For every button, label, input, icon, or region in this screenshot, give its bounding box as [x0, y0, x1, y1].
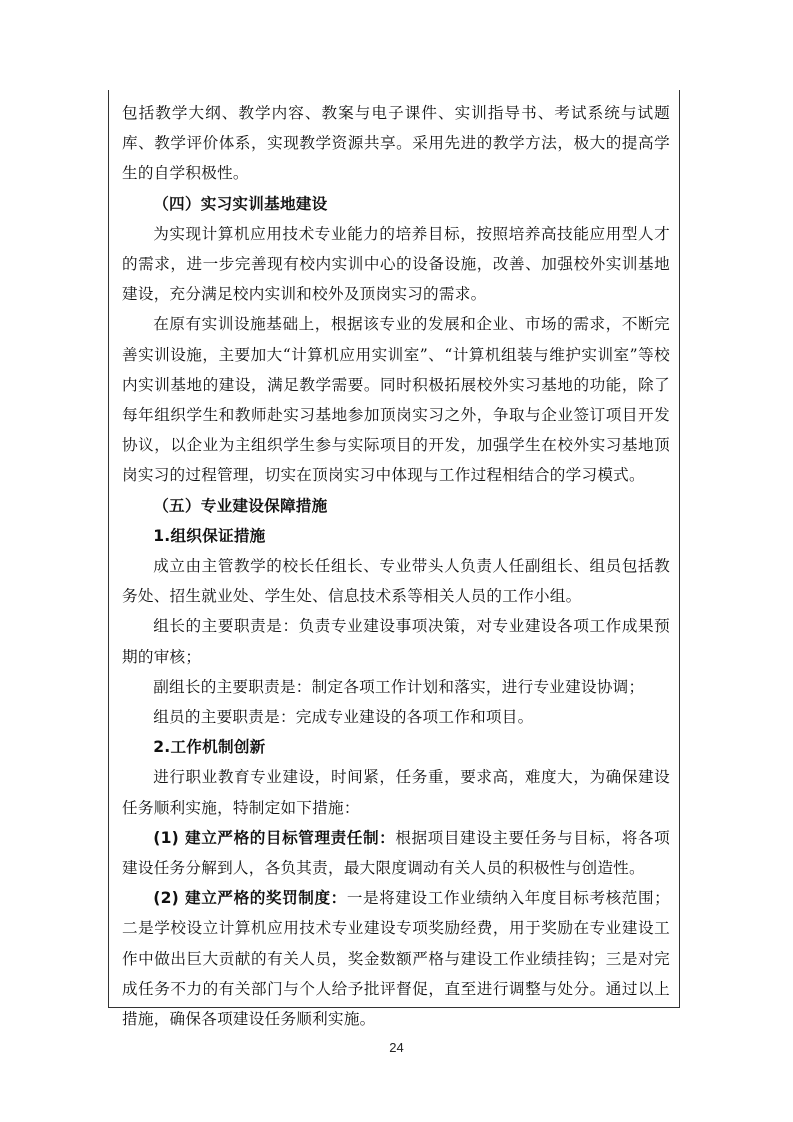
- paragraph-training-goal: 为实现计算机应用技术专业能力的培养目标，按照培养高技能应用型人才的需求，进一步完善现有校内实训中心的设备设施，改善、加强校外实训基地建设，充分满足校内实训和校外及顶岗实习的需求。: [122, 224, 670, 304]
- paragraph-leader-duties: 组长的主要职责是：负责专业建设事项决策，对专业建设各项工作成果预期的审核；: [122, 617, 670, 666]
- paragraph-working-group: 成立由主管教学的校长任组长、专业带头人负责人任副组长、组员包括教务处、招生就业处、学生处、信息技术系等相关人员的工作小组。: [122, 557, 670, 606]
- subheading-mechanism: 2.工作机制创新: [153, 738, 266, 757]
- list-item-rewards: [122, 883, 670, 1034]
- paragraph-training-facilities: 在原有实训设施基础上，根据该专业的发展和企业、市场的需求，不断完善实训设施，主要加大“计算机应用实训室”、“计算机组装与维护实训室”等校内实训基地的建设，满足教学需要。同时积极拓展校外实习基地的功能，除了每年组织学生和教师赴实习基地参加顶岗实习之外，争取与企业签订项目开发协议，以企业为主组织学生参与实际项目的开发，加强学生在校外实习基地顶岗实习的过程管理，切实在顶岗实习中体现与工作过程相结合的学习模式。: [122, 315, 670, 485]
- document-body: [122, 98, 670, 1034]
- page-number: 24: [389, 1040, 404, 1055]
- paragraph-deputy-duties: 副组长的主要职责是：制定各项工作计划和落实，进行专业建设协调；: [153, 677, 645, 696]
- list-item-text: 一是将建设工作业绩纳入年度目标考核范围；二是学校设立计算机应用技术专业建设专项奖励经费，用于奖励在专业建设工作中做出巨大贡献的有关人员，奖金数额严格与建设工作业绩挂钩；三是对完成任务不力的有关部门与个人给予批评督促，直至进行调整与处分。通过以上措施，确保各项建设任务顺利实施。: [122, 889, 670, 1029]
- list-item-label: (1) 建立严格的目标管理责任制：: [153, 828, 396, 847]
- paragraph-teaching-resources: 包括教学大纲、教学内容、教案与电子课件、实训指导书、考试系统与试题库、教学评价体系，实现教学资源共享。采用先进的教学方法，极大的提高学生的自学积极性。: [122, 104, 670, 183]
- paragraph-measures-intro: 进行职业教育专业建设，时间紧，任务重，要求高，难度大，为确保建设任务顺利实施，特制定如下措施：: [122, 768, 670, 817]
- section-heading-safeguards: （五）专业建设保障措施: [153, 496, 328, 515]
- section-heading-training-base: （四）实习实训基地建设: [153, 194, 328, 213]
- list-item-responsibility: [122, 823, 670, 883]
- subheading-organization: 1.组织保证措施: [153, 526, 266, 545]
- list-item-text: 根据项目建设主要任务与目标，将各项建设任务分解到人，各负其责，最大限度调动有关人员的积极性与创造性。: [122, 828, 670, 878]
- paragraph-member-duties: 组员的主要职责是：完成专业建设的各项工作和项目。: [153, 708, 534, 727]
- list-item-label: (2) 建立严格的奖罚制度：: [153, 889, 347, 908]
